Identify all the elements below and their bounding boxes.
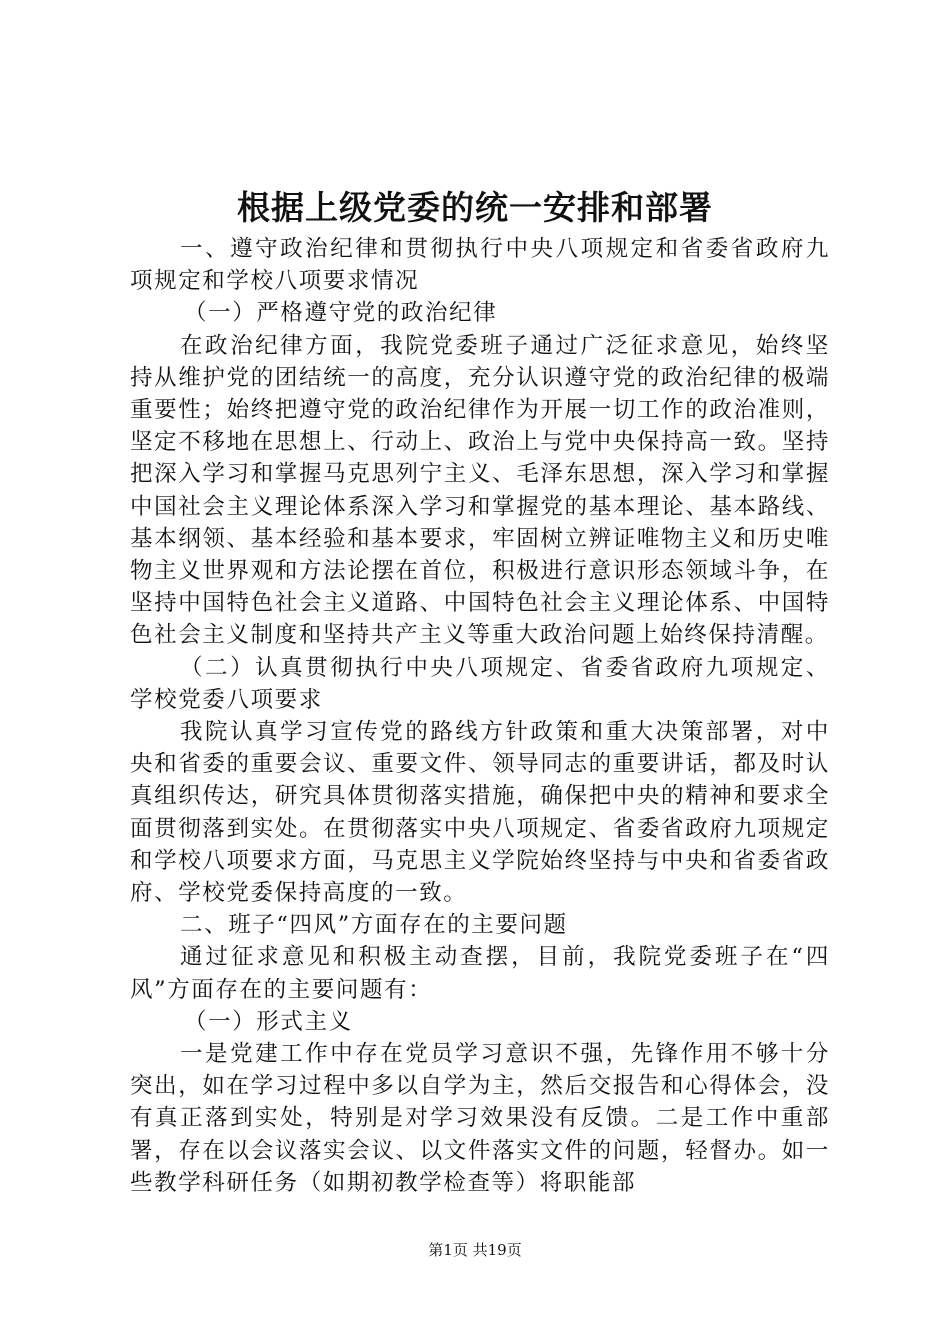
document-title: 根据上级党委的统一安排和部署: [237, 188, 713, 227]
paragraph-implementation: 我院认真学习宣传党的路线方针政策和重大决策部署，对中央和省委的重要会议、重要文件、领导同志的重要讲话，都及时认真组织传达，研究具体贯彻落实措施，确保把中央的精神和要求全面贯彻落到实处。在贯彻落实中央八项规定、省委省政府九项规定和学校八项要求方面，马克思主义学院始终坚持与中央和省委省政府、学校党委保持高度的一致。: [130, 719, 830, 907]
paragraph-problems-intro: 通过征求意见和积极主动查摆，目前，我院党委班子在“四风”方面存在的主要问题有：: [130, 944, 830, 1003]
subsection-heading-2-1: （一）形式主义: [184, 1008, 353, 1035]
subsection-heading-1-1: （一）严格遵守党的政治纪律: [184, 300, 498, 327]
subsection-heading-1-2: （二）认真贯彻执行中央八项规定、省委省政府九项规定、学校党委八项要求: [130, 654, 830, 713]
paragraph-political-discipline: 在政治纪律方面，我院党委班子通过广泛征求意见，始终坚持从维护党的团结统一的高度，充分认识遵守党的政治纪律的极端重要性；始终把遵守党的政治纪律作为开展一切工作的政治准则，坚定不移地在思想上、行动上、政治上与党中央保持高一致。坚持把深入学习和掌握马克思列宁主义、毛泽东思想，深入学习和掌握中国社会主义理论体系深入学习和掌握党的基本理论、基本路线、基本纲领、基本经验和基本要求，牢固树立辨证唯物主义和历史唯物主义世界观和方法论摆在首位，积极进行意识形态领域斗争，在坚持中国特色社会主义道路、中国特色社会主义理论体系、中国特色社会主义制度和坚持共产主义等重大政治问题上始终保持清醒。: [130, 332, 830, 649]
section-heading-1: 一、遵守政治纪律和贯彻执行中央八项规定和省委省政府九项规定和学校八项要求情况: [130, 236, 830, 295]
section-heading-2: 二、班子“四风”方面存在的主要问题: [180, 912, 568, 939]
paragraph-formalism: 一是党建工作中存在党员学习意识不强，先锋作用不够十分突出，如在学习过程中多以自学为主，然后交报告和心得体会，没有真正落到实处，特别是对学习效果没有反馈。二是工作中重部署，存在以会议落实会议、以文件落实文件的问题，轻督办。如一些教学科研任务（如期初教学检查等）将职能部: [130, 1041, 830, 1196]
page-footer: 第1页 共19页: [428, 1241, 522, 1259]
document-body: [130, 233, 830, 1199]
